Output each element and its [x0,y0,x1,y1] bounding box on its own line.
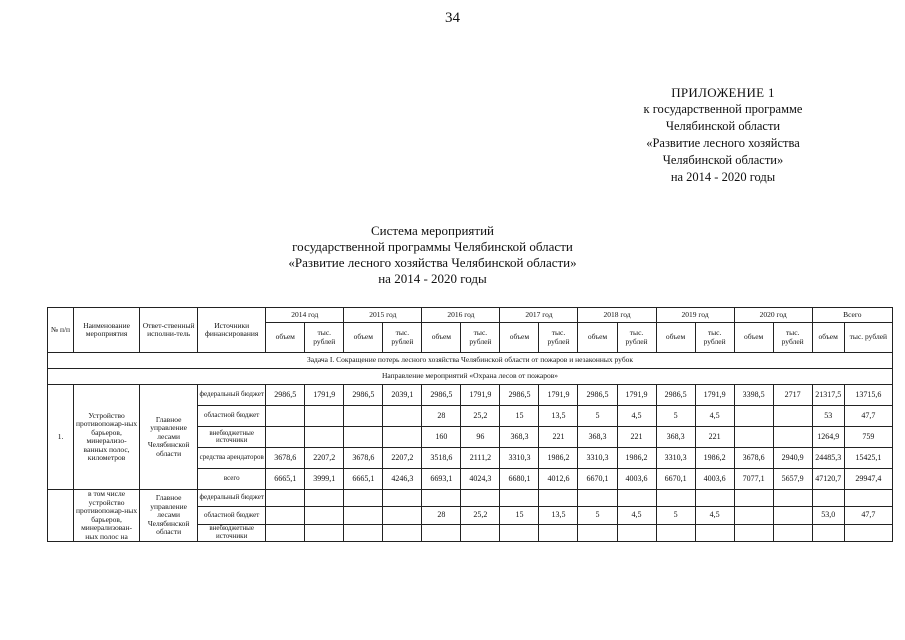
title-line: государственной программы Челябинской области [292,239,573,254]
header-year: 2019 год [656,308,734,323]
title-line: на 2014 - 2020 годы [378,271,487,286]
value-cell: 221 [695,427,734,448]
value-cell: 47,7 [844,406,892,427]
value-cell: 368,3 [578,427,617,448]
value-cell [383,490,422,507]
value-cell: 1986,2 [539,448,578,469]
value-cell [734,524,773,541]
funding-source: областной бюджет [198,406,266,427]
value-cell [266,507,305,524]
value-cell: 29947,4 [844,469,892,490]
value-cell: 2940,9 [773,448,812,469]
value-cell: 4,5 [695,507,734,524]
header-rub: тыс. рублей [773,323,812,353]
value-cell: 15 [500,406,539,427]
page-number: 34 [445,10,460,26]
value-cell [773,406,812,427]
value-cell: 24485,3 [812,448,844,469]
value-cell [266,406,305,427]
value-cell: 6670,1 [578,469,617,490]
value-cell: 3518,6 [422,448,461,469]
funding-source: областной бюджет [198,507,266,524]
value-cell: 3310,3 [656,448,695,469]
header-year: 2020 год [734,308,812,323]
value-cell: 2986,5 [578,385,617,406]
value-cell: 160 [422,427,461,448]
value-cell: 2986,5 [422,385,461,406]
value-cell [812,490,844,507]
header-volume: объем [422,323,461,353]
value-cell [773,524,812,541]
value-cell: 2986,5 [344,385,383,406]
value-cell: 1264,9 [812,427,844,448]
value-cell [773,490,812,507]
value-cell: 3999,1 [305,469,344,490]
value-cell [383,507,422,524]
value-cell: 2207,2 [305,448,344,469]
value-cell: 25,2 [461,406,500,427]
value-cell: 2986,5 [500,385,539,406]
value-cell: 5 [656,507,695,524]
header-total: Всего [812,308,892,323]
title-line: «Развитие лесного хозяйства Челябинской области» [288,255,577,270]
value-cell: 5 [656,406,695,427]
value-cell: 4,5 [617,507,656,524]
header-year: 2017 год [500,308,578,323]
header-volume: объем [578,323,617,353]
header-rub: тыс. рублей [461,323,500,353]
value-cell: 5 [578,406,617,427]
item-name: Устройство противопожар-ных барьеров, минерализо-ванных полос, километров [74,385,140,490]
document-title [0,223,905,287]
value-cell [266,524,305,541]
value-cell: 47,7 [844,507,892,524]
item-name: в том числе устройство противопожар-ных барьеров, минерализован-ных полос на [74,490,140,542]
header-row [48,308,893,323]
value-cell: 3310,3 [500,448,539,469]
appendix-block [593,84,853,186]
value-cell: 368,3 [656,427,695,448]
value-cell: 6670,1 [656,469,695,490]
header-volume: объем [812,323,844,353]
value-cell: 53 [812,406,844,427]
value-cell [344,427,383,448]
value-cell [422,524,461,541]
item-number [48,490,74,542]
header-volume: объем [734,323,773,353]
value-cell [656,490,695,507]
value-cell [734,507,773,524]
appendix-line: «Развитие лесного хозяйства [646,136,800,150]
funding-source: федеральный бюджет [198,490,266,507]
funding-source: внебюджетные источники [198,427,266,448]
direction-heading: Направление мероприятий «Охрана лесов от пожаров» [48,369,893,385]
value-cell: 4003,6 [695,469,734,490]
header-volume: объем [344,323,383,353]
value-cell: 5657,9 [773,469,812,490]
header-volume: объем [500,323,539,353]
header-rub: тыс. рублей [383,323,422,353]
appendix-line: к государственной программе [643,102,803,116]
value-cell: 3310,3 [578,448,617,469]
value-cell [500,524,539,541]
item-number: 1. [48,385,74,490]
value-cell: 3678,6 [344,448,383,469]
value-cell [305,524,344,541]
value-cell [383,524,422,541]
value-cell: 4024,3 [461,469,500,490]
value-cell [656,524,695,541]
header-rub: тыс. рублей [539,323,578,353]
value-cell: 2986,5 [266,385,305,406]
value-cell: 1986,2 [695,448,734,469]
value-cell: 1986,2 [617,448,656,469]
value-cell [734,490,773,507]
value-cell: 1791,9 [461,385,500,406]
header-rub: тыс. рублей [617,323,656,353]
value-cell: 4012,6 [539,469,578,490]
value-cell [844,490,892,507]
value-cell: 28 [422,507,461,524]
header-responsible: Ответ-ственный исполни-тель [140,308,198,353]
value-cell: 1791,9 [617,385,656,406]
value-cell [844,524,892,541]
header-num: № п/п [48,308,74,353]
value-cell: 368,3 [500,427,539,448]
header-rub: тыс. рублей [695,323,734,353]
header-year: 2016 год [422,308,500,323]
value-cell: 2207,2 [383,448,422,469]
funding-source: средства арендаторов [198,448,266,469]
value-cell [383,406,422,427]
value-cell: 1791,9 [695,385,734,406]
value-cell: 1791,9 [305,385,344,406]
value-cell: 4,5 [617,406,656,427]
value-cell [539,524,578,541]
value-cell [344,490,383,507]
value-cell: 21317,5 [812,385,844,406]
value-cell [773,507,812,524]
value-cell: 6680,1 [500,469,539,490]
value-cell [344,524,383,541]
value-cell: 13,5 [539,406,578,427]
funding-source: всего [198,469,266,490]
table-row [48,490,893,507]
value-cell [305,427,344,448]
value-cell: 28 [422,406,461,427]
value-cell [383,427,422,448]
value-cell [695,490,734,507]
value-cell: 96 [461,427,500,448]
value-cell [305,406,344,427]
value-cell [266,490,305,507]
appendix-line: Челябинской области [665,119,781,133]
funding-source: федеральный бюджет [198,385,266,406]
value-cell [578,524,617,541]
value-cell: 4,5 [695,406,734,427]
header-volume: объем [266,323,305,353]
value-cell [812,524,844,541]
value-cell [734,427,773,448]
value-cell: 2039,1 [383,385,422,406]
value-cell [266,427,305,448]
header-year: 2015 год [344,308,422,323]
task-heading: Задача I. Сокращение потерь лесного хозяйства Челябинской области от пожаров и незаконных рубок [48,353,893,369]
value-cell: 6693,1 [422,469,461,490]
value-cell: 15425,1 [844,448,892,469]
value-cell [500,490,539,507]
header-rub: тыс. рублей [305,323,344,353]
value-cell [773,427,812,448]
task-row [48,353,893,369]
value-cell: 53,0 [812,507,844,524]
value-cell: 25,2 [461,507,500,524]
appendix-head: ПРИЛОЖЕНИЕ 1 [671,85,775,100]
value-cell: 5 [578,507,617,524]
value-cell [578,490,617,507]
value-cell: 13,5 [539,507,578,524]
header-rub: тыс. рублей [844,323,892,353]
table-row [48,385,893,406]
value-cell: 4003,6 [617,469,656,490]
value-cell: 6665,1 [344,469,383,490]
header-year: 2014 год [266,308,344,323]
title-line: Система мероприятий [371,223,494,238]
value-cell [695,524,734,541]
value-cell: 221 [539,427,578,448]
value-cell: 13715,6 [844,385,892,406]
direction-row [48,369,893,385]
value-cell [734,406,773,427]
appendix-line: на 2014 - 2020 годы [670,170,776,184]
measures-table [47,307,893,542]
value-cell: 47120,7 [812,469,844,490]
value-cell: 6665,1 [266,469,305,490]
value-cell [461,490,500,507]
value-cell [344,406,383,427]
value-cell: 2717 [773,385,812,406]
item-responsible: Главное управление лесами Челябинской области [140,385,198,490]
value-cell: 2986,5 [656,385,695,406]
item-responsible: Главное управление лесами Челябинской области [140,490,198,542]
value-cell [617,524,656,541]
value-cell [539,490,578,507]
header-source: Источники финансирования [198,308,266,353]
value-cell: 221 [617,427,656,448]
value-cell [305,507,344,524]
value-cell [422,490,461,507]
value-cell [617,490,656,507]
value-cell [305,490,344,507]
value-cell: 3678,6 [734,448,773,469]
header-volume: объем [656,323,695,353]
header-name: Наименование мероприятия [74,308,140,353]
value-cell [344,507,383,524]
value-cell: 3398,5 [734,385,773,406]
value-cell: 1791,9 [539,385,578,406]
value-cell: 15 [500,507,539,524]
value-cell: 7077,1 [734,469,773,490]
value-cell: 4246,3 [383,469,422,490]
funding-source: внебюджетные источники [198,524,266,541]
header-year: 2018 год [578,308,656,323]
value-cell [461,524,500,541]
value-cell: 2111,2 [461,448,500,469]
value-cell: 3678,6 [266,448,305,469]
value-cell: 759 [844,427,892,448]
appendix-line: Челябинской области» [662,153,784,167]
